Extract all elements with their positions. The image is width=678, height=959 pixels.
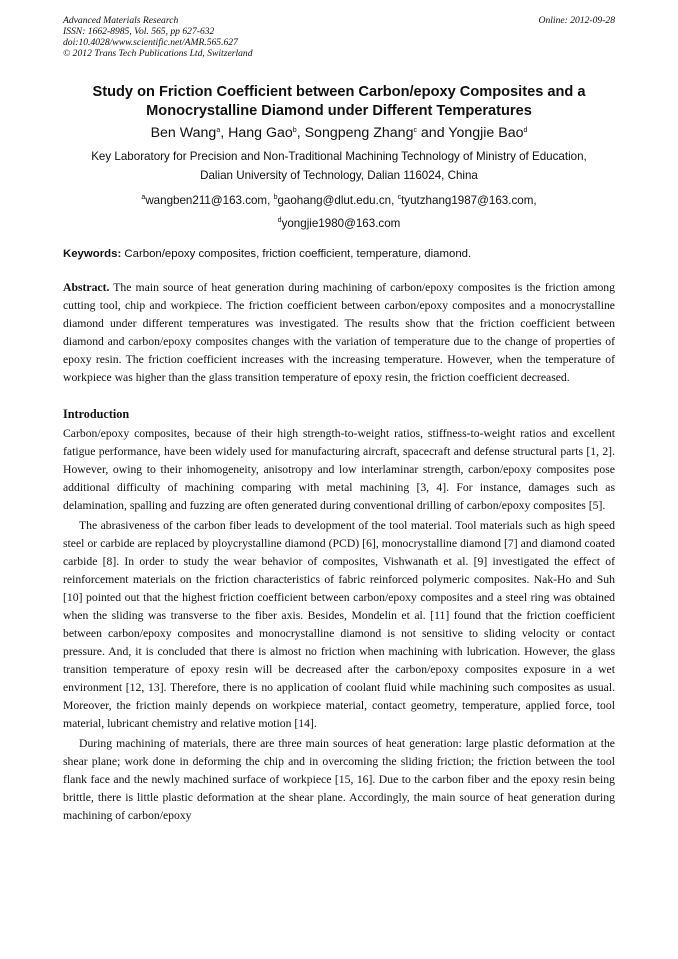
affiliation-line-2: Dalian University of Technology, Dalian 116024, China [200,169,478,182]
introduction-heading: Introduction [63,407,130,421]
email-3: tyutzhang1987@163.com, [401,194,537,207]
introduction-section [63,405,615,825]
email-1: wangben211@163.com, [145,194,271,207]
issn-line: ISSN: 1662-8985, Vol. 565, pp 627-632 [63,26,215,37]
email-1-mark: a [141,194,146,201]
intro-paragraph-1: Carbon/epoxy composites, because of their high strength-to-weight ratios, stiffness-to-weight ratios and excellent fatigue performance, have been widely used for manufacturing aircraft, spacecraft and defense structural parts [1, 2]. However, owing to their inhomogeneity, anisotropy and low interlaminar strength, carbon/epoxy composites pose additional difficulty of machining comparing with metal machining [3, 4]. For instance, damages such as delamination, spalling and fuzzing are often generated during conventional drilling of carbon/epoxy composites [5]. [63,427,615,512]
author-list: Ben Wang$^a$, Hang Gao$^b$, Songpeng Zhang$^c$ and Yongjie Bao$^d$ [150,125,528,141]
keywords-label: Keywords: [63,248,122,260]
author-emails [63,189,615,235]
title-line-2: Monocrystalline Diamond under Different Temperatures [146,103,532,119]
author-and: and [420,125,445,141]
abstract-paragraph [63,279,615,387]
author-1: Ben Wang [150,125,217,141]
email-4-mark: d [277,217,282,224]
email-2: gaohang@dlut.edu.cn, [277,194,395,207]
author-1-mark: a [216,127,221,134]
author-2-mark: b [292,127,297,134]
email-4: yongjie1980@163.com [281,217,401,230]
keywords [63,247,615,262]
affiliation-line-1: Key Laboratory for Precision and Non-Traditional Machining Technology of Ministry of Education, [91,150,587,163]
affiliation [63,147,615,185]
keywords-text: Carbon/epoxy composites, friction coefficient, temperature, diamond. [124,248,472,260]
email-3-mark: c [397,194,402,201]
email-line-1 [63,189,615,212]
copyright-line: © 2012 Trans Tech Publications Ltd, Switzerland [63,48,253,59]
doi-line: doi:10.4028/www.scientific.net/AMR.565.627 [63,37,238,48]
paper-title [63,83,615,121]
abstract [63,279,615,387]
intro-paragraph-2: The abrasiveness of the carbon fiber leads to development of the tool material. Tool materials such as high speed steel or carbide are replaced by ploycrystalline diamond (PCD) [6], monocrystalline diamond [7] and diamond coated carbide [8]. In order to study the wear behavior of composites, Vishwanath et al. [9] investigated the effect of reinforcement materials on the friction characteristics of fabric reinforced polymeric composites. Nak-Ho and Suh [10] pointed out that the highest friction coefficient between carbon/epoxy composites and a steel ring was obtained when the sliding was transverse to the fiber axis. Besides, Mondelin et al. [11] found that the friction coefficient between carbon/epoxy composites and monocrystalline diamond is not sensitive to sliding velocity or contact pressure. And, it is concluded that there is almost no friction when machining with lubrication. However, the glass transition temperature of epoxy resin will be decreased after the carbon/epoxy composites exposure in a wet environment [12, 13]. Therefore, there is no application of coolant fluid while machining such composites as usual. Moreover, the friction mainly depends on workpiece material, contact geometry, temperature, applied force, tool material, lubricant chemistry and relative motion [14]. [63,519,615,730]
author-3-mark: c [413,127,417,134]
email-2-mark: b [273,194,278,201]
author-4: Yongjie Bao [448,125,524,141]
journal-header [63,15,615,59]
author-2: Hang Gao [228,125,293,141]
journal-name: Advanced Materials Research [63,15,179,26]
paper-page [63,15,615,825]
online-date: Online: 2012-09-28 [538,15,615,26]
intro-paragraph-3: During machining of materials, there are three main sources of heat generation: large plastic deformation at the shear plane; work done in deforming the chip and in overcoming the sliding friction; the friction between the tool flank face and the newly machined surface of workpiece [15, 16]. Due to the carbon fiber and the epoxy resin being brittle, there is little plastic deformation at the shear plane. Accordingly, the main source of heat generation during machining of carbon/epoxy [63,737,615,822]
email-line-2 [63,212,615,235]
author-4-mark: d [523,127,528,134]
author-3: Songpeng Zhang [304,125,414,141]
abstract-label: Abstract. [63,281,110,294]
abstract-text: The main source of heat generation during machining of carbon/epoxy composites is the friction among cutting tool, chip and workpiece. The friction coefficient between carbon/epoxy composites and a monocrystalline diamond under different temperatures was investigated. The results show that the friction coefficient between diamond and carbon/epoxy composites changes with the variation of temperature due to the change of properties of epoxy resin. The friction coefficient increases with the increasing temperature. However, when the temperature of workpiece was higher than the glass transition temperature of epoxy resin, the friction coefficient decreased. [63,281,615,384]
title-line-1: Study on Friction Coefficient between Carbon/epoxy Composites and a [92,84,586,100]
